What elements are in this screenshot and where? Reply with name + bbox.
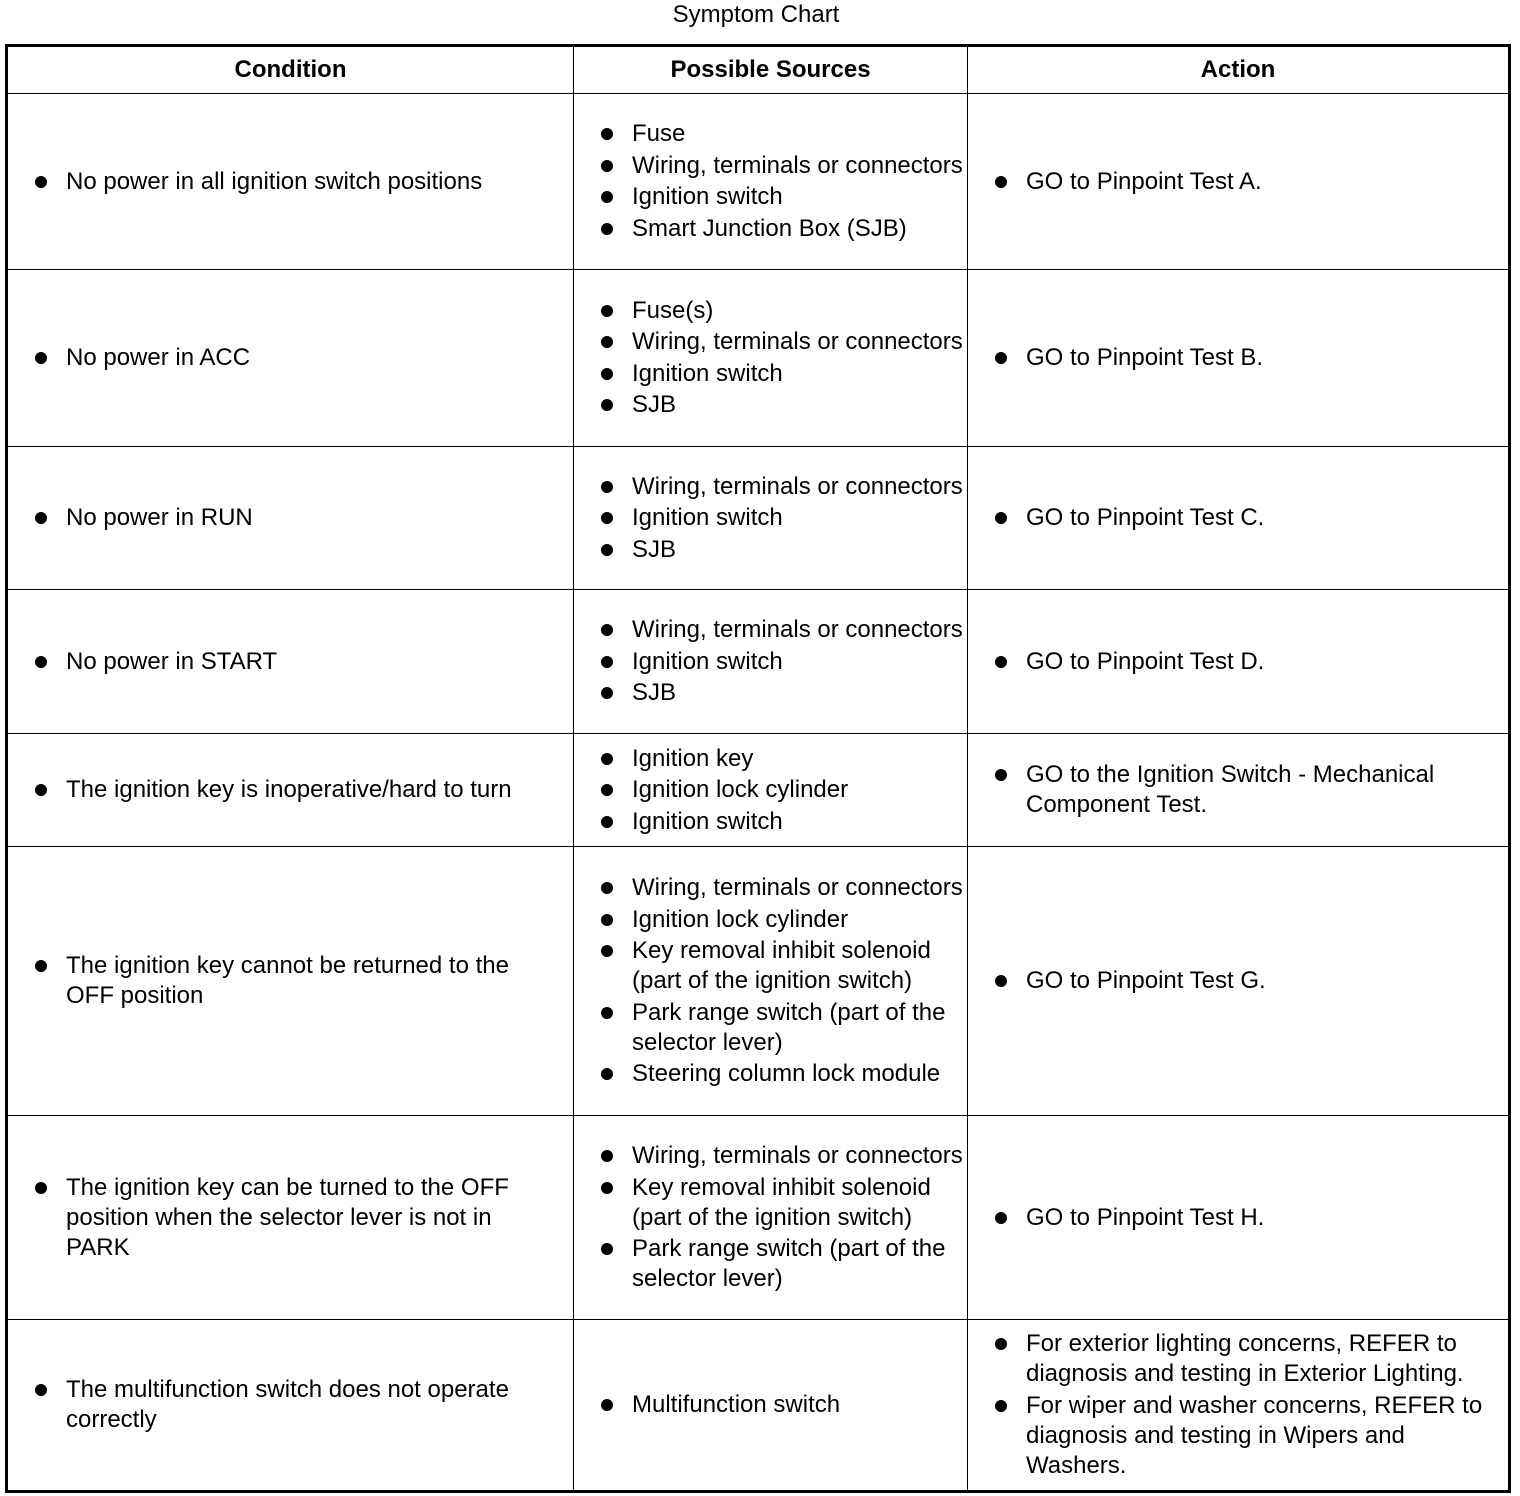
list-item: GO to Pinpoint Test H. <box>1026 1203 1490 1233</box>
table-row <box>7 270 1510 447</box>
bullet-list <box>8 503 573 533</box>
list-item: Wiring, terminals or connectors <box>632 874 963 901</box>
sources-cell <box>574 447 968 590</box>
bullet-list <box>574 615 967 708</box>
condition-cell <box>7 270 574 447</box>
table-row <box>7 847 1510 1116</box>
bullet-list <box>8 343 573 373</box>
list-item: Ignition lock cylinder <box>632 775 963 805</box>
list-item: GO to Pinpoint Test D. <box>1026 647 1490 677</box>
condition-cell <box>7 1320 574 1492</box>
list-item: The ignition key cannot be returned to the OFF position <box>66 951 553 1011</box>
list-item: The multifunction switch does not operate correctly <box>66 1375 553 1435</box>
list-item: Park range switch (part of the selector lever) <box>632 1234 963 1294</box>
bullet-list <box>574 119 967 244</box>
bullet-list <box>8 167 573 197</box>
list-item: GO to Pinpoint Test B. <box>1026 343 1490 373</box>
list-item: No power in START <box>66 647 553 677</box>
bullet-list <box>968 343 1508 373</box>
sources-cell <box>574 734 968 847</box>
condition-cell <box>7 847 574 1116</box>
sources-cell <box>574 94 968 270</box>
header-possible-sources: Possible Sources <box>574 46 968 94</box>
action-cell <box>968 270 1510 447</box>
table-row <box>7 590 1510 734</box>
condition-cell <box>7 590 574 734</box>
list-item: Wiring, terminals or connectors <box>632 616 963 643</box>
list-item: Ignition key <box>632 744 963 774</box>
table-row <box>7 734 1510 847</box>
action-cell <box>968 94 1510 270</box>
list-item: Ignition lock cylinder <box>632 905 963 935</box>
condition-cell <box>7 447 574 590</box>
symptom-chart-table <box>5 44 1511 1493</box>
list-item: SJB <box>632 535 963 565</box>
header-action: Action <box>968 46 1510 94</box>
list-item: Wiring, terminals or connectors <box>632 472 963 500</box>
sources-cell <box>574 1320 968 1492</box>
list-item: SJB <box>632 390 963 420</box>
action-cell <box>968 1116 1510 1320</box>
sources-cell <box>574 847 968 1116</box>
condition-cell <box>7 1116 574 1320</box>
bullet-list <box>968 1329 1508 1481</box>
condition-cell <box>7 94 574 270</box>
action-cell <box>968 447 1510 590</box>
action-cell <box>968 734 1510 847</box>
sources-cell <box>574 270 968 447</box>
sources-cell <box>574 590 968 734</box>
list-item: No power in all ignition switch positions <box>66 167 553 197</box>
list-item: Wiring, terminals or connectors <box>632 151 963 179</box>
bullet-list <box>574 472 967 565</box>
list-item: Multifunction switch <box>632 1390 963 1420</box>
list-item: GO to the Ignition Switch - Mechanical Component Test. <box>1026 760 1490 820</box>
list-item: SJB <box>632 678 963 708</box>
bullet-list <box>968 167 1508 197</box>
bullet-list <box>8 775 573 805</box>
list-item: Ignition switch <box>632 359 963 389</box>
action-cell <box>968 847 1510 1116</box>
list-item: Key removal inhibit solenoid (part of the ignition switch) <box>632 936 963 996</box>
bullet-list <box>574 1390 967 1420</box>
list-item: Wiring, terminals or connectors <box>632 1142 963 1169</box>
table-row <box>7 1116 1510 1320</box>
bullet-list <box>968 760 1508 820</box>
bullet-list <box>574 296 967 421</box>
list-item: No power in RUN <box>66 503 553 533</box>
bullet-list <box>8 951 573 1011</box>
list-item: Ignition switch <box>632 182 963 212</box>
action-cell <box>968 590 1510 734</box>
bullet-list <box>8 1173 573 1263</box>
table-body <box>7 94 1510 1492</box>
table-row <box>7 1320 1510 1492</box>
table-row <box>7 447 1510 590</box>
bullet-list <box>968 503 1508 533</box>
condition-cell <box>7 734 574 847</box>
list-item: GO to Pinpoint Test A. <box>1026 167 1490 197</box>
list-item: For exterior lighting concerns, REFER to diagnosis and testing in Exterior Lighting. <box>1026 1329 1490 1389</box>
list-item: GO to Pinpoint Test C. <box>1026 503 1490 533</box>
bullet-list <box>968 647 1508 677</box>
list-item: No power in ACC <box>66 343 553 373</box>
list-item: Steering column lock module <box>632 1059 963 1089</box>
header-row <box>7 46 1510 94</box>
bullet-list <box>574 873 967 1089</box>
bullet-list <box>574 744 967 837</box>
list-item: Park range switch (part of the selector lever) <box>632 998 963 1058</box>
list-item: GO to Pinpoint Test G. <box>1026 966 1490 996</box>
list-item: For wiper and washer concerns, REFER to diagnosis and testing in Wipers and Washers. <box>1026 1391 1490 1481</box>
bullet-list <box>968 966 1508 996</box>
sources-cell <box>574 1116 968 1320</box>
list-item: Key removal inhibit solenoid (part of the ignition switch) <box>632 1173 963 1233</box>
list-item: Smart Junction Box (SJB) <box>632 214 963 244</box>
list-item: Wiring, terminals or connectors <box>632 328 963 356</box>
list-item: The ignition key is inoperative/hard to turn <box>66 775 553 805</box>
bullet-list <box>968 1203 1508 1233</box>
list-item: Ignition switch <box>632 647 963 677</box>
header-condition: Condition <box>7 46 574 94</box>
list-item: The ignition key can be turned to the OFF position when the selector lever is not in PARK <box>66 1173 553 1263</box>
bullet-list <box>8 647 573 677</box>
bullet-list <box>574 1141 967 1294</box>
action-cell <box>968 1320 1510 1492</box>
list-item: Ignition switch <box>632 503 963 533</box>
list-item: Ignition switch <box>632 807 963 837</box>
list-item: Fuse(s) <box>632 296 963 326</box>
list-item: Fuse <box>632 119 963 149</box>
table-row <box>7 94 1510 270</box>
chart-title: Symptom Chart <box>672 1 840 28</box>
bullet-list <box>8 1375 573 1435</box>
